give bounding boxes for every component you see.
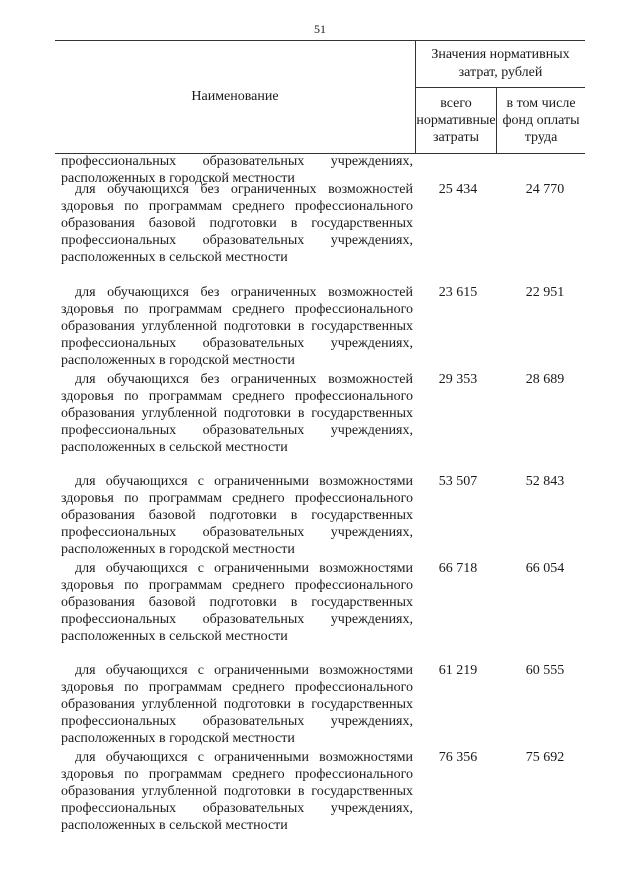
row-total-value: 25 434 [438,182,478,197]
row-wage-value: 52 843 [525,474,565,489]
row-description: для обучающихся с ограниченными возможностями здоровья по программам среднего профессионального образования углубленной подготовки в государственных профессиональных образовательных учреждениях, расположенных в городской местности [61,663,413,746]
row-description: для обучающихся без ограниченных возможностей здоровья по программам среднего профессионального образования базовой подготовки в государственных профессиональных образовательных учреждениях, расположенных в сельской местности [61,182,413,265]
row-description: для обучающихся с ограниченными возможностями здоровья по программам среднего профессионального образования углубленной подготовки в государственных профессиональных образовательных учреждениях, расположенных в сельской местности [61,750,413,833]
row-total-value: 23 615 [438,285,478,300]
header-values-group: Значения нормативных затрат, рублей [431,47,570,80]
row-description: для обучающихся с ограниченными возможностями здоровья по программам среднего профессионального образования базовой подготовки в государственных профессиональных образовательных учреждениях, расположенных в городской местности [61,474,413,557]
row-description: для обучающихся без ограниченных возможностей здоровья по программам среднего профессионального образования углубленной подготовки в государственных профессиональных образовательных учреждениях, расположенных в городской местности [61,285,413,368]
page-number: 51 [314,22,326,36]
row-wage-value: 75 692 [525,750,565,765]
row-description: профессиональных образовательных учреждениях, расположенных в городской местности [61,154,413,186]
row-wage-value: 22 951 [525,285,565,300]
row-description: для обучающихся без ограниченных возможностей здоровья по программам среднего профессионального образования углубленной подготовки в государственных профессиональных образовательных учреждениях, расположенных в сельской местности [61,372,413,455]
header-wage-column: в том числе фонд оплаты труда [502,96,580,145]
header-name-column: Наименование [191,89,279,104]
row-description: для обучающихся с ограниченными возможностями здоровья по программам среднего профессионального образования базовой подготовки в государственных профессиональных образовательных учреждениях, расположенных в сельской местности [61,561,413,644]
row-wage-value: 60 555 [525,663,565,678]
row-wage-value: 28 689 [525,372,565,387]
row-wage-value: 66 054 [525,561,565,576]
table-header [55,40,585,154]
row-total-value: 61 219 [438,663,478,678]
row-total-value: 53 507 [438,474,478,489]
row-total-value: 29 353 [438,372,478,387]
row-total-value: 76 356 [438,750,478,765]
row-wage-value: 24 770 [525,182,565,197]
row-total-value: 66 718 [438,561,478,576]
header-total-column: всего нормативные затраты [416,96,496,145]
